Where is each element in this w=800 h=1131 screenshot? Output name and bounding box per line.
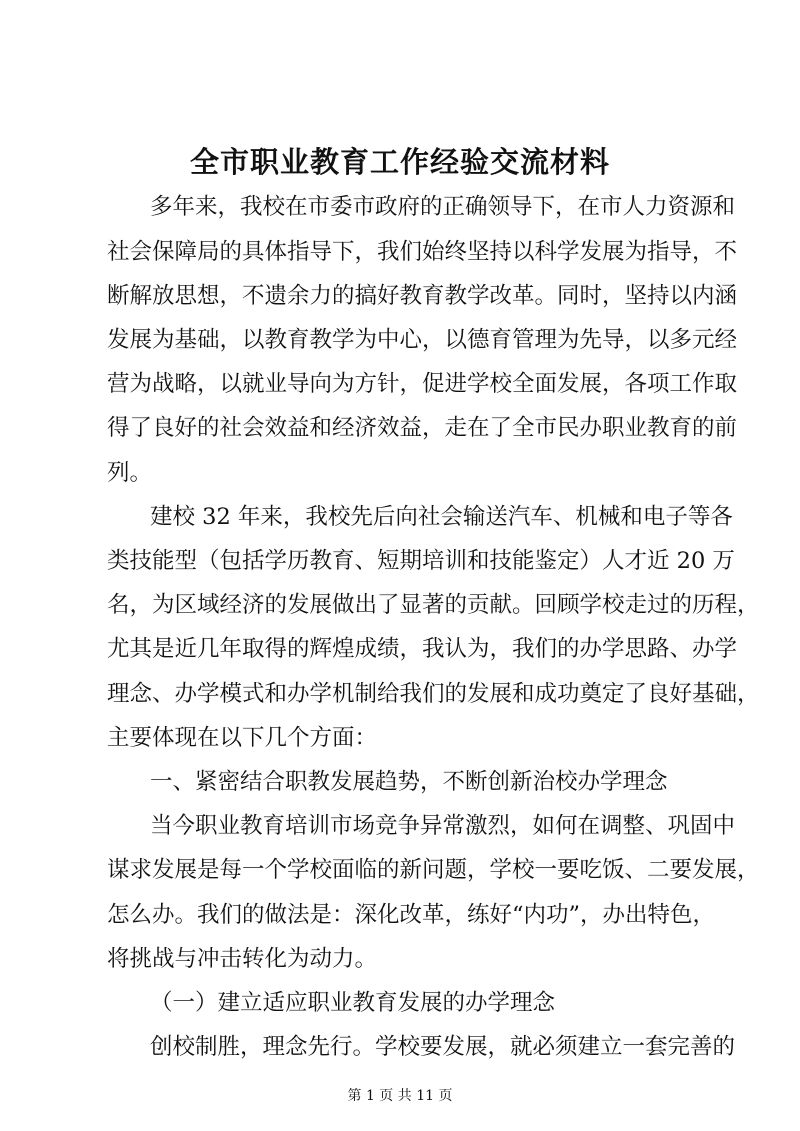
paragraph-line: 得了良好的社会效益和经济效益，走在了全市民办职业教育的前 [107, 415, 738, 441]
paragraph-line: 尤其是近几年取得的辉煌成绩，我认为，我们的办学思路、办学 [107, 636, 738, 662]
subsection-heading: （一）建立适应职业教育发展的办学理念 [150, 990, 556, 1016]
paragraph-line: 多年来，我校在市委市政府的正确领导下，在市人力资源和 [150, 194, 736, 220]
page-footer: 第 1 页 共 11 页 [347, 1088, 453, 1104]
paragraph-line: 断解放思想，不遗余力的搞好教育教学改革。同时，坚持以内涵 [107, 283, 738, 309]
paragraph-line: 类技能型（包括学历教育、短期培训和技能鉴定）人才近 20 万 [107, 548, 735, 574]
paragraph-line: 建校 32 年来，我校先后向社会输送汽车、机械和电子等各 [150, 504, 733, 530]
paragraph-line: 社会保障局的具体指导下，我们始终坚持以科学发展为指导，不 [107, 239, 738, 265]
paragraph-line: 将挑战与冲击转化为动力。 [107, 946, 378, 972]
paragraph-line: 怎么办。我们的做法是：深化改革，练好“内功”，办出特色， [107, 902, 716, 928]
paragraph-line: 谋求发展是每一个学校面临的新问题，学校一要吃饭、二要发展， [107, 857, 760, 883]
paragraph-line: 理念、办学模式和办学机制给我们的发展和成功奠定了良好基础， [107, 681, 760, 707]
paragraph-line: 创校制胜，理念先行。学校要发展，就必须建立一套完善的 [150, 1034, 736, 1060]
paragraph-line: 当今职业教育培训市场竞争异常激烈，如何在调整、巩固中 [150, 813, 736, 839]
paragraph-line: 主要体现在以下几个方面： [107, 725, 378, 751]
paragraph-line: 营为战略，以就业导向为方针，促进学校全面发展，各项工作取 [107, 371, 738, 397]
paragraph-line: 名，为区域经济的发展做出了显著的贡献。回顾学校走过的历程， [107, 592, 760, 618]
document-title: 全市职业教育工作经验交流材料 [189, 145, 610, 179]
paragraph-line: 发展为基础，以教育教学为中心，以德育管理为先导，以多元经 [107, 327, 738, 353]
section-heading: 一、紧密结合职教发展趋势，不断创新治校办学理念 [150, 769, 668, 795]
paragraph-line: 列。 [107, 460, 153, 486]
